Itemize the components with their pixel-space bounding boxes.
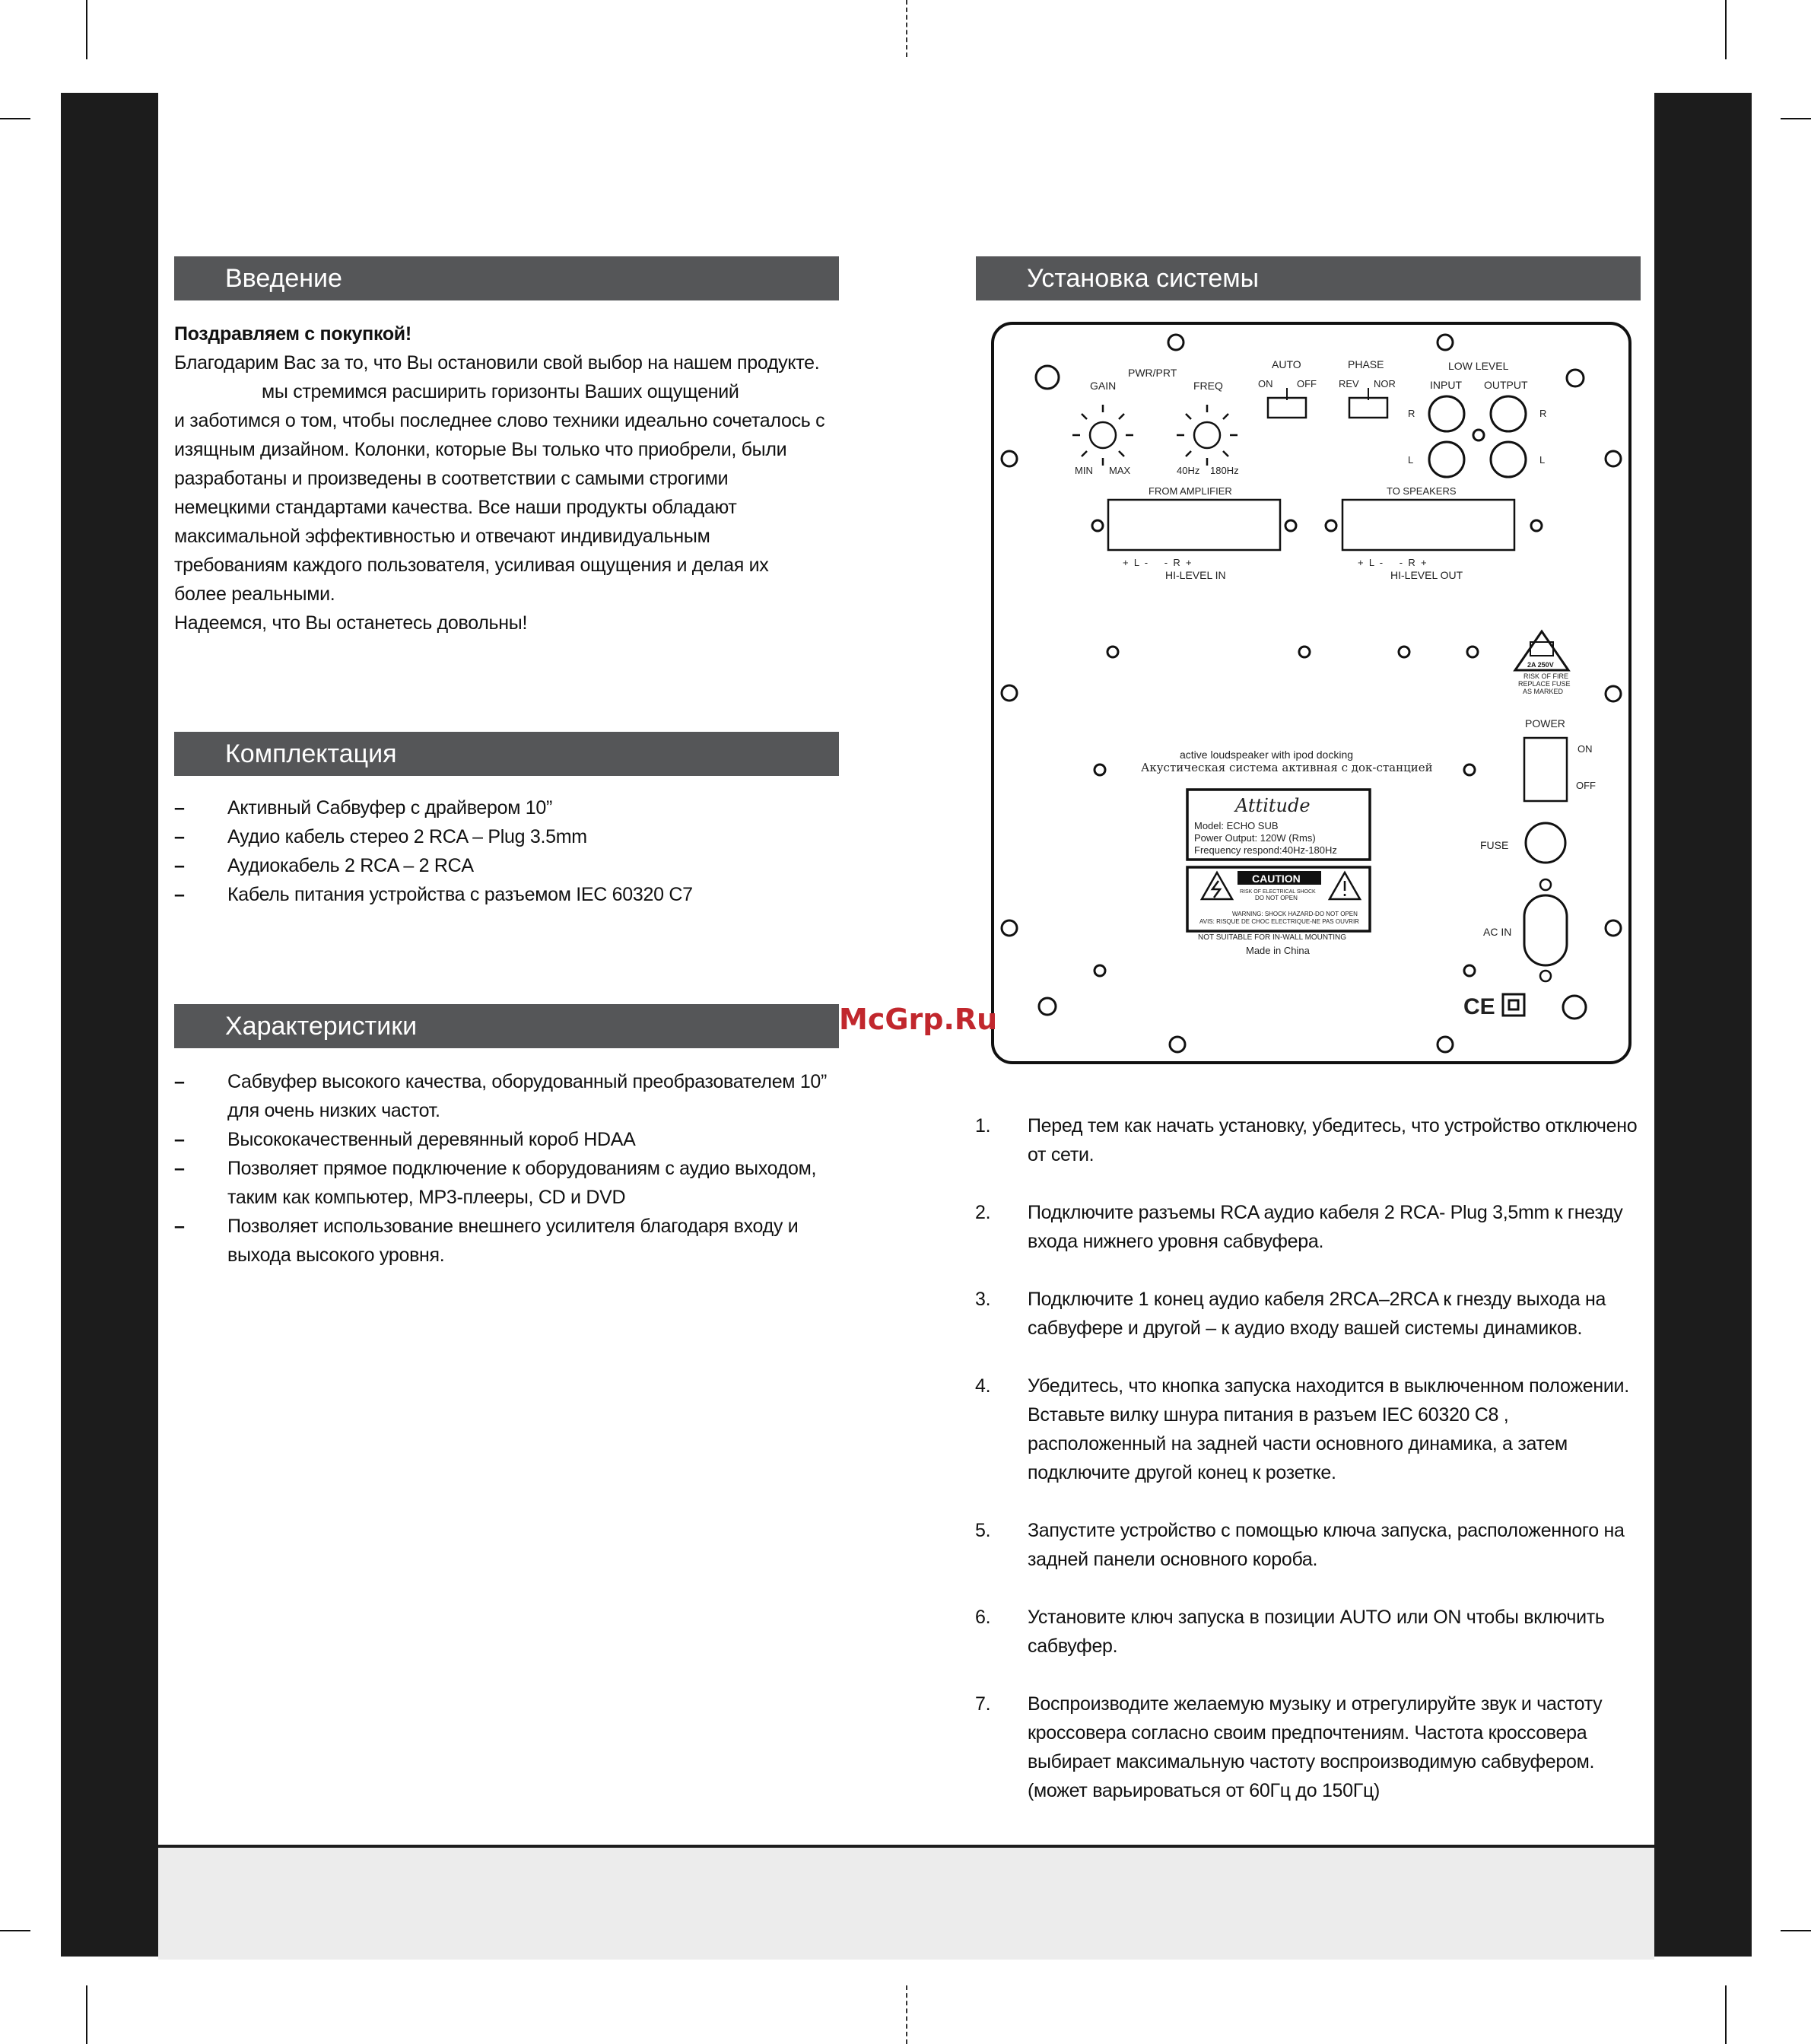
max-label: MAX	[1109, 465, 1131, 476]
spec-item-text: Высококачественный деревянный короб HDAA	[227, 1129, 636, 1150]
rca-jack-output-l	[1491, 442, 1526, 477]
model-text: Model: ECHO SUB	[1194, 820, 1279, 831]
ac-in-socket	[1524, 895, 1567, 965]
list-item	[174, 793, 839, 822]
power-label: POWER	[1525, 717, 1565, 730]
spec-item-text: Позволяет использование внешнего усилителя благодаря входу и выхода высокого уровня.	[227, 1216, 799, 1266]
fuse-holder	[1526, 823, 1565, 863]
crop-mark	[86, 1985, 87, 2044]
rca-l-label: L	[1408, 454, 1414, 466]
kit-heading: Комплектация	[174, 732, 839, 776]
exclamation-warning-icon	[1330, 873, 1360, 899]
rca-l-label: L	[1539, 454, 1546, 466]
footer-band	[158, 1845, 1654, 1960]
40hz-label: 40Hz	[1177, 465, 1200, 476]
auto-off-label: OFF	[1297, 378, 1317, 389]
crop-mark	[86, 0, 87, 59]
intro-line: и заботимся о том, чтобы последнее слово техники идеально сочеталось с	[174, 410, 825, 431]
dash-bullet: –	[174, 1129, 185, 1150]
intro-greeting: Поздравляем с покупкой!	[174, 323, 411, 345]
step-text: Убедитесь, что кнопка запуска находится в выключенном положении. Вставьте вилку шнура питания в разъем IEC 60320 C8 , расположенный на задней части основного динамика, а затем подключите другой конец к розетке.	[1028, 1375, 1629, 1483]
fuse-rating: 2A 250V	[1527, 661, 1554, 669]
hi-level-in-terminal	[1108, 500, 1280, 550]
kit-list	[174, 793, 839, 909]
specs-list	[174, 1067, 844, 1270]
input-label: INPUT	[1430, 379, 1462, 391]
description-ru: Акустическая система активная с док-станцией	[1141, 761, 1433, 774]
rca-r-label: R	[1539, 408, 1547, 419]
rca-jack-input-l	[1429, 442, 1464, 477]
rca-r-label: R	[1408, 408, 1415, 419]
auto-switch	[1268, 398, 1306, 418]
intro-line: Благодарим Вас за то, что Вы остановили свой выбор на нашем продукте.	[174, 352, 820, 374]
power-switch	[1524, 738, 1567, 801]
freq-knob	[1177, 405, 1238, 466]
intro-line: мы стремимся расширить горизонты Ваших ощущений	[262, 381, 739, 402]
power-on-label: ON	[1577, 743, 1593, 755]
hi-in-pins: + L - - R +	[1123, 557, 1192, 568]
crop-mark	[1725, 0, 1727, 59]
right-margin-bar	[1654, 93, 1752, 1957]
warning-text: WARNING: SHOCK HAZARD-DO NOT OPEN	[1232, 911, 1358, 917]
made-in-text: Made in China	[1246, 945, 1310, 956]
fuse-warning-line: AS MARKED	[1523, 688, 1564, 695]
brand-logo: Attitude	[1235, 795, 1311, 816]
dash-bullet: –	[174, 855, 185, 876]
fuse-warning-line: REPLACE FUSE	[1518, 680, 1571, 688]
intro-heading: Введение	[174, 256, 839, 300]
phase-switch	[1349, 398, 1387, 418]
dash-bullet: –	[174, 826, 185, 847]
step-text: Подключите 1 конец аудио кабеля 2RCA–2RCA к гнезду выхода на сабвуфере и другой – к аудио входу вашей системы динамиков.	[1028, 1289, 1606, 1339]
dash-bullet: –	[174, 797, 185, 819]
caution-title: CAUTION	[1252, 873, 1301, 885]
intro-line: максимальной эффективностью и отвечают индивидуальным	[174, 526, 710, 547]
power-output-text: Power Output: 120W (Rms)	[1194, 832, 1316, 844]
double-insulation-icon	[1503, 994, 1524, 1016]
warning-text: AVIS: RISQUE DE CHOC ELECTRIQUE-NE PAS OUVRIR	[1199, 918, 1359, 925]
phase-nor-label: NOR	[1374, 378, 1396, 389]
power-off-label: OFF	[1576, 780, 1596, 791]
hi-level-in-label: HI-LEVEL IN	[1165, 569, 1226, 581]
step-number: 7.	[975, 1693, 991, 1715]
dash-bullet: –	[174, 1071, 185, 1092]
step-item	[975, 1690, 1652, 1805]
fold-mark	[906, 1985, 907, 2044]
step-item	[975, 1285, 1652, 1343]
spec-item-text: Сабвуфер высокого качества, оборудованный преобразователем 10” для очень низких частот.	[227, 1071, 828, 1121]
description-en: active loudspeaker with ipod docking	[1180, 749, 1354, 761]
crop-mark	[0, 118, 30, 119]
freq-label: FREQ	[1193, 380, 1223, 392]
hi-level-out-terminal	[1342, 500, 1514, 550]
phase-label: PHASE	[1348, 358, 1384, 370]
crop-mark	[1781, 118, 1811, 119]
caution-subtitle: RISK OF ELECTRICAL SHOCK	[1240, 889, 1316, 895]
ce-mark: CE	[1463, 994, 1495, 1019]
kit-item-text: Аудио кабель стерео 2 RCA – Plug 3.5mm	[227, 826, 587, 847]
hi-level-out-label: HI-LEVEL OUT	[1390, 569, 1463, 581]
intro-line: более реальными.	[174, 583, 335, 605]
rca-jack-input-r	[1429, 396, 1464, 431]
low-level-label: LOW LEVEL	[1448, 360, 1509, 372]
intro-line: немецкими стандартами качества. Все наши продукты обладают	[174, 497, 737, 518]
intro-line: изящным дизайном. Колонки, которые Вы только что приобрели, были	[174, 439, 787, 460]
kit-item-text: Активный Сабвуфер с драйвером 10”	[227, 797, 552, 819]
not-suitable-text: NOT SUITABLE FOR IN-WALL MOUNTING	[1198, 933, 1347, 942]
kit-item-text: Кабель питания устройства с разъемом IEC 60320 C7	[227, 884, 693, 905]
step-text: Перед тем как начать установку, убедитесь, что устройство отключено от сети.	[1028, 1115, 1638, 1165]
step-item	[975, 1198, 1652, 1256]
rear-panel-diagram	[989, 319, 1634, 1067]
step-number: 3.	[975, 1289, 991, 1310]
dash-bullet: –	[174, 884, 185, 905]
step-number: 1.	[975, 1115, 991, 1136]
step-text: Подключите разъемы RCA аудио кабеля 2 RCA- Plug 3,5mm к гнезду входа нижнего уровня сабвуфера.	[1028, 1202, 1623, 1252]
step-item	[975, 1603, 1652, 1661]
fold-mark	[906, 0, 907, 57]
step-number: 4.	[975, 1375, 991, 1397]
intro-line: разработаны и произведены в соответствии с самыми строгими	[174, 468, 729, 489]
list-item	[174, 1154, 844, 1212]
list-item	[174, 880, 839, 909]
kit-item-text: Аудиокабель 2 RCA – 2 RCA	[227, 855, 474, 876]
gain-label: GAIN	[1090, 380, 1117, 392]
step-number: 5.	[975, 1520, 991, 1541]
step-item	[975, 1516, 1652, 1574]
pwr-prt-label: PWR/PRT	[1128, 367, 1177, 379]
watermark[interactable]: McGrp.Ru	[839, 1003, 998, 1036]
rca-jack-output-r	[1491, 396, 1526, 431]
output-label: OUTPUT	[1484, 379, 1528, 391]
list-item	[174, 1125, 844, 1154]
fuse-label: FUSE	[1480, 839, 1509, 851]
step-text: Установите ключ запуска в позиции AUTO или ON чтобы включить сабвуфер.	[1028, 1607, 1605, 1657]
shock-warning-icon	[1202, 873, 1232, 899]
intro-line: требованиям каждого пользователя, усиливая ощущения и делая их	[174, 555, 769, 576]
specs-heading: Характеристики	[174, 1004, 839, 1048]
step-item	[975, 1111, 1652, 1169]
fuse-warning-line: RISK OF FIRE	[1523, 672, 1569, 680]
list-item	[174, 1067, 844, 1125]
hi-out-pins: + L - - R +	[1358, 557, 1427, 568]
step-text: Воспроизводите желаемую музыку и отрегулируйте звук и частоту кроссовера согласно своим предпочтениям. Частота кроссовера выбирает максимальную частоту воспроизводимую сабвуфером. (может варьироваться от 60Гц до 150Гц)	[1028, 1693, 1603, 1801]
frequency-text: Frequency respond:40Hz-180Hz	[1194, 844, 1337, 856]
list-item	[174, 851, 839, 880]
step-number: 2.	[975, 1202, 991, 1223]
ac-in-label: AC IN	[1483, 926, 1512, 938]
left-margin-bar	[61, 93, 158, 1957]
auto-on-label: ON	[1258, 378, 1273, 389]
step-text: Запустите устройство с помощью ключа запуска, расположенного на задней панели основного короба.	[1028, 1520, 1625, 1570]
caution-subtitle: DO NOT OPEN	[1255, 895, 1298, 901]
install-heading: Установка системы	[976, 256, 1641, 300]
step-item	[975, 1372, 1652, 1487]
crop-mark	[1781, 1930, 1811, 1931]
step-number: 6.	[975, 1607, 991, 1628]
list-item	[174, 1212, 844, 1270]
dash-bullet: –	[174, 1216, 185, 1237]
crop-mark	[0, 1930, 30, 1931]
list-item	[174, 822, 839, 851]
dash-bullet: –	[174, 1158, 185, 1179]
min-label: MIN	[1075, 465, 1093, 476]
spec-item-text: Позволяет прямое подключение к оборудованиям с аудио выходом, таким как компьютер, MP3-плееры, CD и DVD	[227, 1158, 817, 1208]
phase-rev-label: REV	[1339, 378, 1359, 389]
crop-mark	[1725, 1985, 1727, 2044]
to-speakers-label: TO SPEAKERS	[1387, 485, 1457, 497]
from-amplifier-label: FROM AMPLIFIER	[1149, 485, 1232, 497]
auto-label: AUTO	[1272, 358, 1301, 370]
gain-knob	[1072, 405, 1133, 466]
install-steps	[975, 1111, 1652, 1834]
rca-jacks	[1429, 396, 1526, 477]
intro-line: Надеемся, что Вы останетесь довольны!	[174, 612, 528, 634]
180hz-label: 180Hz	[1210, 465, 1239, 476]
